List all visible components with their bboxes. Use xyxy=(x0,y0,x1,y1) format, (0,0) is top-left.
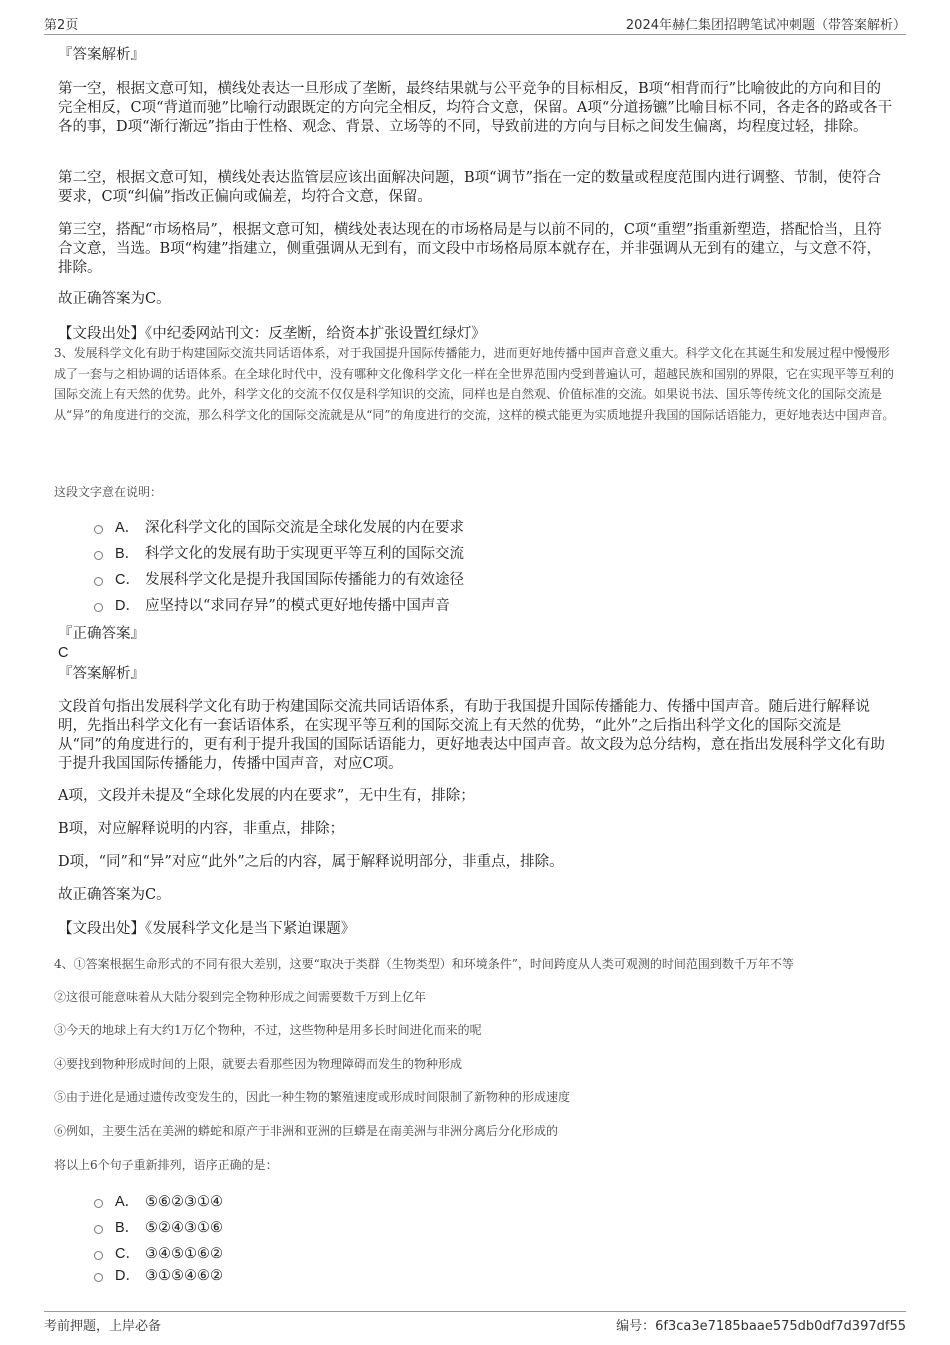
q3-note-d: D项，“同”和“异”对应“此外”之后的内容，属于解释说明部分，非重点，排除。 xyxy=(58,854,564,870)
option-letter: D． xyxy=(115,1268,140,1284)
q3-note-b: B项，对应解释说明的内容，非重点，排除； xyxy=(58,821,345,837)
q3-analysis: 文段首句指出发展科学文化有助于构建国际交流共同话语体系，有助于我国提升国际传播能力、传播中国声音。随后进行解释说明，先指出科学文化有一套话语体系，在实现平等互利的国际交流上有天然的优势，“此外”之后指出科学文化的国际交流是从“同”的角度进行的，更有利于提升我国的国际话语能力，更好地表达中国声音。故文段为总分结构，意在指出发展科学文化有助于提升我国国际传播能力，传播中国声音，对应C项。 xyxy=(58,699,885,772)
q2-analysis-heading: 『答案解析』 xyxy=(58,47,145,63)
option-text: ③④⑤①⑥② xyxy=(145,1246,223,1262)
q3-prompt: 这段文字意在说明： xyxy=(54,485,163,499)
page-number: 第2页 xyxy=(44,18,79,33)
q4-sentence-5: ⑤由于进化是通过遗传改变发生的，因此一种生物的繁殖速度或形成时间限制了新物种的形成速度 xyxy=(54,1090,571,1104)
option-letter: B． xyxy=(115,1220,140,1236)
document-title: 2024年赫仁集团招聘笔试冲刺题（带答案解析） xyxy=(625,18,906,33)
q4-sentence-3: ③今天的地球上有大约1万亿个物种，不过，这些物种是用多长时间进化而来的呢 xyxy=(54,1023,482,1037)
option-text: 科学文化的发展有助于实现更平等互利的国际交流 xyxy=(145,546,464,562)
q3-correct-answer: C xyxy=(58,645,69,661)
q3-correct-heading: 『正确答案』 xyxy=(58,626,145,642)
q4-sentence-2: ②这很可能意味着从大陆分裂到完全物种形成之间需要数千万到上亿年 xyxy=(54,990,427,1004)
q3-option-c[interactable] xyxy=(94,570,464,590)
option-letter: C． xyxy=(115,572,140,588)
q3-conclusion: 故正确答案为C。 xyxy=(58,887,171,903)
q2-analysis-para-2: 第二空，根据文意可知，横线处表达监管层应该出面解决问题，B项“调节”指在一定的数量或程度范围内进行调整、节制，使符合要求，C项“纠偏”指改正偏向或偏差，均符合文意，保留。 xyxy=(58,170,881,205)
q4-option-d[interactable] xyxy=(94,1266,223,1286)
q3-analysis-heading: 『答案解析』 xyxy=(58,666,145,682)
q2-analysis-para-3: 第三空，搭配“市场格局”，根据文意可知，横线处表达现在的市场格局是与以前不同的，C项“重塑”指重新塑造，搭配恰当，且符合文意，当选。B项“构建”指建立，侧重强调从无到有，而文段中市场格局原本就存在，并非强调从无到有的建立，与文意不符，排除。 xyxy=(58,222,882,276)
option-letter: B． xyxy=(115,546,140,562)
footer-code-label: 编号： xyxy=(616,1319,656,1334)
q4-option-b[interactable] xyxy=(94,1218,223,1238)
q2-source: 【文段出处】《中纪委网站刊文：反垄断，给资本扩张设置红绿灯》 xyxy=(58,326,486,342)
q3-option-d[interactable] xyxy=(94,596,450,616)
q2-analysis-para-1: 第一空，根据文意可知，横线处表达一旦形成了垄断，最终结果就与公平竞争的目标相反，B项“相背而行”比喻彼此的方向和目的完全相反，C项“背道而驰”比喻行动跟既定的方向完全相反，均符合文意，保留。A项“分道扬镳”比喻目标不同，各走各的路或各干各的事，D项“渐行渐远”指由于性格、观念、背景、立场等的不同，导致前进的方向与目标之间发生偏离，均程度过轻，排除。 xyxy=(58,81,893,135)
q3-source: 【文段出处】《发展科学文化是当下紧迫课题》 xyxy=(58,921,356,937)
option-text: ⑤②④③①⑥ xyxy=(145,1220,223,1236)
q2-conclusion: 故正确答案为C。 xyxy=(58,291,171,307)
header-divider xyxy=(44,34,906,35)
option-text: 应坚持以“求同存异”的模式更好地传播中国声音 xyxy=(145,598,450,614)
q4-sentence-1: 4、①答案根据生命形式的不同有很大差别，这要“取决于类群（生物类型）和环境条件”，时间跨度从人类可观测的时间范围到数千万年不等 xyxy=(54,957,794,971)
option-letter: A． xyxy=(115,1194,140,1210)
q3-stem: 3、发展科学文化有助于构建国际交流共同话语体系，对于我国提升国际传播能力，进而更好地传播中国声音意义重大。科学文化在其诞生和发展过程中慢慢形成了一套与之相协调的话语体系。在全球化时代中，没有哪种文化像科学文化一样在全世界范围内受到普遍认可，超越民族和国别的界限，它在实现平等互利的国际交流上有天然的优势。此外，科学文化的交流不仅仅是科学知识的交流，同样也是自然观、价值标准的交流。如果说书法、国乐等传统文化的国际交流是从“异”的角度进行的交流，那么科学文化的国际交流就是从“同”的角度进行的交流，这样的模式能更为实质地提升我国的国际话语能力，更好地表达中国声音。 xyxy=(54,346,895,422)
q4-option-a[interactable] xyxy=(94,1192,223,1212)
option-letter: D． xyxy=(115,598,140,614)
option-text: ③①⑤④⑥② xyxy=(145,1268,223,1284)
footer-code xyxy=(616,1315,906,1334)
q4-option-c[interactable] xyxy=(94,1244,223,1264)
radio-icon[interactable] xyxy=(94,1251,103,1260)
q3-note-a: A项，文段并未提及“全球化发展的内在要求”，无中生有，排除； xyxy=(58,788,475,804)
footer-divider xyxy=(44,1311,906,1312)
q3-option-a[interactable] xyxy=(94,518,464,538)
option-text: 深化科学文化的国际交流是全球化发展的内在要求 xyxy=(145,520,464,536)
radio-icon[interactable] xyxy=(94,551,103,560)
radio-icon[interactable] xyxy=(94,603,103,612)
radio-icon[interactable] xyxy=(94,1273,103,1282)
q4-sentence-6: ⑥例如，主要生活在美洲的蟒蛇和原产于非洲和亚洲的巨蟒是在南美洲与非洲分离后分化形成的 xyxy=(54,1124,559,1138)
radio-icon[interactable] xyxy=(94,577,103,586)
q3-option-b[interactable] xyxy=(94,544,464,564)
radio-icon[interactable] xyxy=(94,525,103,534)
q4-sentence-4: ④要找到物种形成时间的上限，就要去看那些因为物理障碍而发生的物种形成 xyxy=(54,1057,463,1071)
q4-prompt: 将以上6个句子重新排列，语序正确的是： xyxy=(54,1158,278,1172)
footer-code-value: 6f3ca3e7185baae575db0df7d397df55 xyxy=(655,1319,906,1334)
option-letter: C． xyxy=(115,1246,140,1262)
footer-slogan: 考前押题，上岸必备 xyxy=(44,1319,162,1334)
radio-icon[interactable] xyxy=(94,1225,103,1234)
option-text: ⑤⑥②③①④ xyxy=(145,1194,223,1210)
option-text: 发展科学文化是提升我国国际传播能力的有效途径 xyxy=(145,572,464,588)
radio-icon[interactable] xyxy=(94,1199,103,1208)
option-letter: A． xyxy=(115,520,140,536)
